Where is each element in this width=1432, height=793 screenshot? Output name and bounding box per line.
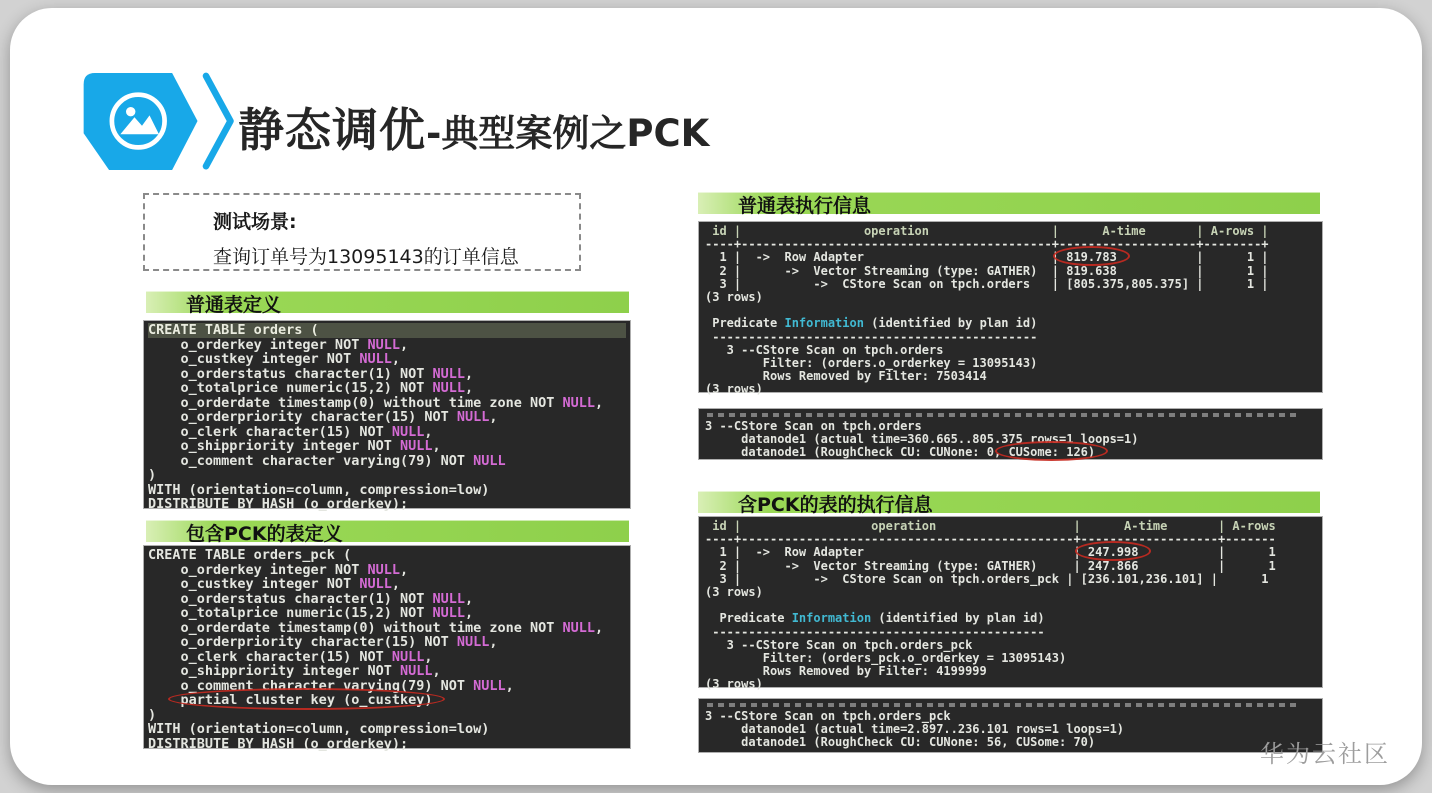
- terminal-line: o_clerk character(15) NOT NULL,: [148, 648, 433, 665]
- terminal-line: (3 rows): [705, 585, 763, 600]
- slide-card: [10, 8, 1422, 785]
- terminal-line: o_comment character varying(79) NOT NULL: [148, 452, 506, 469]
- section-label: 普通表执行信息: [738, 195, 872, 217]
- terminal-line: (3 rows): [705, 382, 763, 397]
- terminal-line: datanode1 (RoughCheck CU: CUNone: 0, CUSome: 126): [705, 445, 1096, 460]
- terminal-line: DISTRIBUTE BY HASH (o_orderkey);: [148, 735, 409, 752]
- terminal-line: Predicate Information (identified by plan id): [705, 316, 1038, 331]
- terminal-line: 3 --CStore Scan on tpch.orders: [705, 342, 944, 357]
- pck-table-plan-panel: [698, 516, 1323, 692]
- terminal-line: o_shippriority integer NOT NULL,: [148, 438, 441, 454]
- terminal-line: id | operation | A-time | A-rows: [705, 519, 1276, 533]
- section-label: 包含PCK的表定义: [186, 523, 343, 545]
- page-title-sub: -典型案例之PCK: [426, 112, 710, 155]
- terminal-line: Predicate Information (identified by plan id): [705, 611, 1045, 626]
- page-title-main: 静态调优: [238, 103, 426, 157]
- terminal-line: o_orderpriority character(15) NOT NULL,: [148, 409, 498, 425]
- terminal-line: o_totalprice numeric(15,2) NOT NULL,: [148, 380, 474, 396]
- terminal-line: (3 rows): [705, 290, 763, 305]
- terminal-line: ): [148, 706, 157, 723]
- red-circle-annotation: 247.998: [1087, 545, 1139, 560]
- terminal-line: CREATE TABLE orders (: [148, 323, 626, 338]
- terminal-line: WITH (orientation=column, compression=low): [148, 481, 490, 498]
- terminal-line: ----+----------------------------------------------+-------------------+-------: [705, 532, 1276, 547]
- terminal-line: [148, 693, 626, 708]
- test-scenario-text: 查询订单号为13095143的订单信息: [213, 246, 519, 268]
- clipped-text-fragment: [707, 413, 1300, 417]
- red-circle-annotation: partial cluster key (o_custkey): [180, 692, 433, 708]
- page-title: [238, 94, 709, 160]
- terminal-line: 3 --CStore Scan on tpch.orders_pck: [705, 709, 951, 723]
- terminal-line: o_custkey integer NOT NULL,: [148, 576, 400, 592]
- normal-table-plan-panel: [698, 221, 1323, 397]
- terminal-line: o_totalprice numeric(15,2) NOT NULL,: [148, 605, 474, 621]
- terminal-line: o_orderstatus character(1) NOT NULL,: [148, 365, 474, 382]
- terminal-line: 3 | -> CStore Scan on tpch.orders | [805.375,805.375] | 1 |: [705, 276, 1269, 291]
- terminal-line: datanode1 (RoughCheck CU: CUNone: 56, CUSome: 70): [705, 735, 1096, 750]
- image-badge-icon: [78, 66, 238, 178]
- terminal-line: 1 | -> Row Adapter | 819.783 | 1 |: [705, 250, 1269, 265]
- section-label: 含PCK的表的执行信息: [738, 494, 933, 516]
- terminal-line: 3 --CStore Scan on tpch.orders: [705, 419, 922, 433]
- terminal-line: ---------------------------------------------: [705, 329, 1038, 344]
- terminal-line: datanode1 (actual time=2.897..236.101 rows=1 loops=1): [705, 722, 1125, 737]
- section-bar-normal-table-def: [146, 291, 629, 316]
- terminal-line: o_comment character varying(79) NOT NULL,: [148, 677, 514, 694]
- pck-table-roughcheck-panel: [698, 698, 1323, 753]
- section-bar-pck-table-def: [146, 520, 629, 545]
- terminal-line: o_shippriority integer NOT NULL,: [148, 663, 441, 679]
- red-circle-annotation: CUSome: 126): [1008, 445, 1096, 460]
- terminal-line: Filter: (orders_pck.o_orderkey = 13095143): [705, 651, 1067, 666]
- section-bar-pck-exec-info: [698, 491, 1320, 516]
- red-circle-annotation: 819.783: [1066, 250, 1117, 265]
- terminal-line: o_orderkey integer NOT NULL,: [148, 561, 409, 578]
- terminal-line: 2 | -> Vector Streaming (type: GATHER) | 819.638 | 1 |: [705, 263, 1269, 278]
- watermark: 华为云社区: [1260, 740, 1390, 768]
- terminal-line: Rows Removed by Filter: 4199999: [705, 664, 987, 679]
- terminal-line: ): [148, 467, 157, 483]
- terminal-line: o_orderdate timestamp(0) without time zone NOT NULL,: [148, 619, 604, 636]
- terminal-line: o_orderdate timestamp(0) without time zone NOT NULL,: [148, 394, 604, 411]
- test-scenario-label: 测试场景:: [213, 211, 297, 233]
- terminal-line: DISTRIBUTE BY HASH (o_orderkey);: [148, 496, 409, 512]
- terminal-line: id | operation | A-time | A-rows |: [705, 224, 1269, 238]
- terminal-line: 3 | -> CStore Scan on tpch.orders_pck | [236.101,236.101] | 1: [705, 571, 1269, 586]
- terminal-line: o_orderkey integer NOT NULL,: [148, 336, 409, 353]
- terminal-line: o_custkey integer NOT NULL,: [148, 351, 400, 367]
- terminal-line: (3 rows): [705, 677, 763, 692]
- test-scenario-box: [143, 193, 581, 271]
- clipped-text-fragment: [707, 703, 1300, 707]
- terminal-line: 3 --CStore Scan on tpch.orders_pck: [705, 637, 973, 652]
- terminal-line: ----------------------------------------------: [705, 624, 1045, 639]
- pck-table-ddl-panel: [143, 545, 631, 752]
- section-label: 普通表定义: [186, 294, 282, 316]
- terminal-line: o_orderpriority character(15) NOT NULL,: [148, 634, 498, 650]
- terminal-line: 1 | -> Row Adapter | 247.998 | 1: [705, 545, 1276, 560]
- section-bar-normal-exec-info: [698, 192, 1320, 217]
- terminal-line: o_clerk character(15) NOT NULL,: [148, 423, 433, 440]
- normal-table-ddl-panel: [143, 320, 631, 512]
- terminal-line: Filter: (orders.o_orderkey = 13095143): [705, 356, 1038, 371]
- terminal-line: CREATE TABLE orders_pck (: [148, 547, 352, 563]
- terminal-line: WITH (orientation=column, compression=low): [148, 721, 490, 737]
- terminal-line: 2 | -> Vector Streaming (type: GATHER) | 247.866 | 1: [705, 558, 1276, 573]
- terminal-line: ----+-------------------------------------------+-------------------+--------+: [705, 237, 1269, 252]
- terminal-line: Rows Removed by Filter: 7503414: [705, 369, 987, 384]
- terminal-line: o_orderstatus character(1) NOT NULL,: [148, 590, 474, 607]
- normal-table-roughcheck-panel: [698, 408, 1323, 460]
- terminal-line: datanode1 (actual time=360.665..805.375 rows=1 loops=1): [705, 432, 1139, 447]
